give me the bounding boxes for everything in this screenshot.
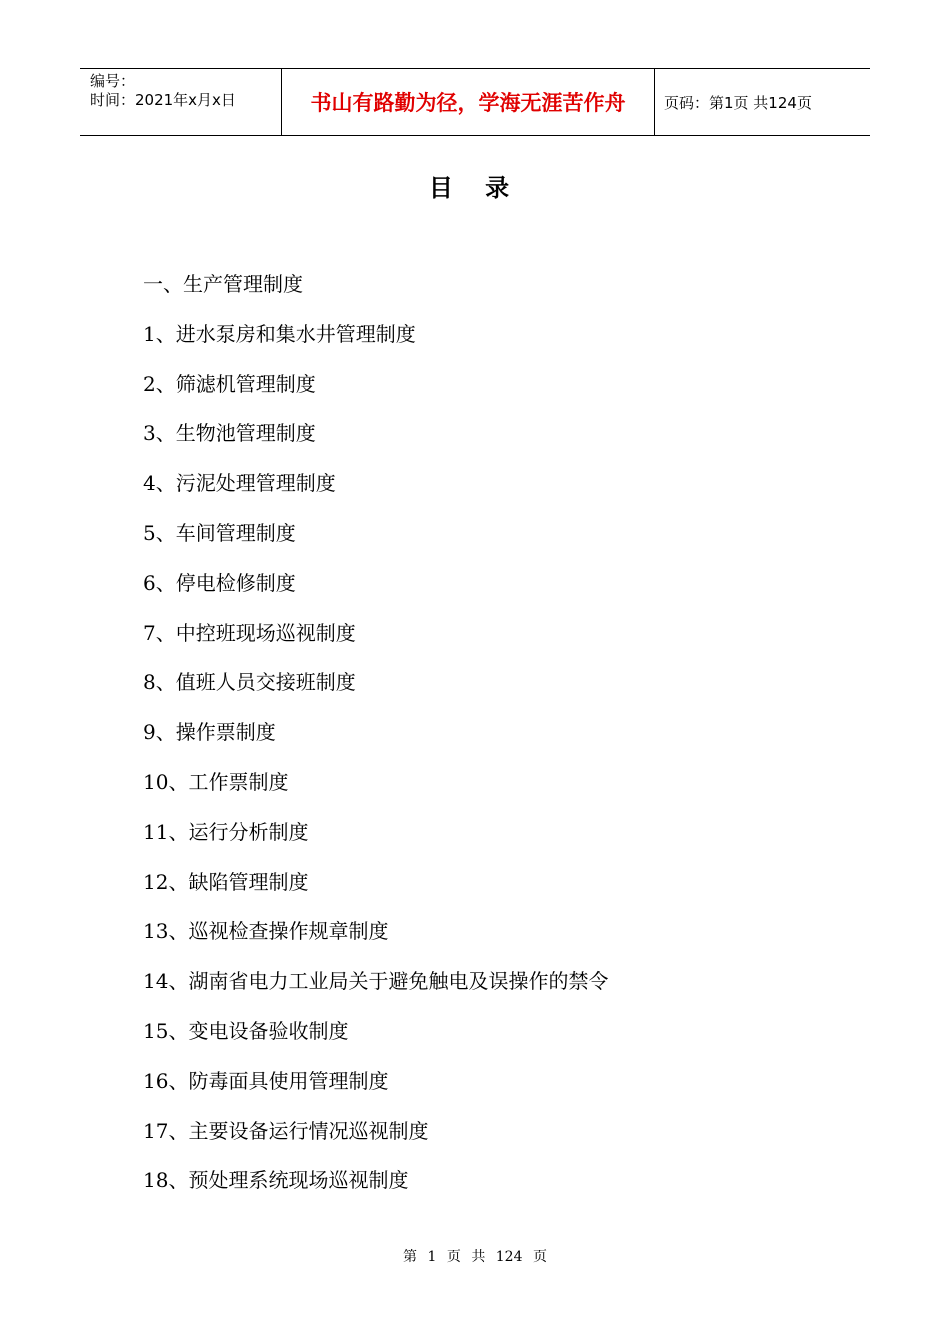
table-of-contents xyxy=(143,266,608,1212)
footer-total-prefix: 共 xyxy=(471,1249,486,1265)
toc-item: 1、进水泵房和集水井管理制度 xyxy=(143,321,416,346)
page-footer xyxy=(0,1246,950,1266)
toc-item: 2、筛滤机管理制度 xyxy=(143,371,316,396)
toc-item: 4、污泥处理管理制度 xyxy=(143,471,336,496)
toc-item: 11、运行分析制度 xyxy=(143,819,309,844)
toc-item: 17、主要设备运行情况巡视制度 xyxy=(143,1118,429,1143)
footer-total-unit: 页 xyxy=(532,1249,547,1265)
toc-item: 6、停电检修制度 xyxy=(143,570,296,595)
toc-item: 3、生物池管理制度 xyxy=(143,421,316,446)
header-page-info: 页码：第1页 共124页 xyxy=(664,93,812,112)
document-date: 时间：2021年x月x日 xyxy=(90,91,236,109)
page-title: 目 录 xyxy=(428,174,522,202)
toc-item: 5、车间管理制度 xyxy=(143,520,296,545)
toc-item: 7、中控班现场巡视制度 xyxy=(143,620,356,645)
toc-item: 10、工作票制度 xyxy=(143,769,289,794)
toc-item: 15、变电设备验收制度 xyxy=(143,1018,349,1043)
footer-page-number: 1 xyxy=(427,1249,437,1265)
page-header xyxy=(80,68,870,136)
toc-item: 8、值班人员交接班制度 xyxy=(143,670,356,695)
toc-item: 一、生产管理制度 xyxy=(143,272,303,296)
header-motto: 书山有路勤为径，学海无涯苦作舟 xyxy=(282,69,655,135)
footer-page-unit: 页 xyxy=(446,1249,461,1265)
toc-item: 16、防毒面具使用管理制度 xyxy=(143,1068,389,1093)
toc-item: 14、湖南省电力工业局关于避免触电及误操作的禁令 xyxy=(143,969,609,994)
document-number-label: 编号： xyxy=(90,72,136,90)
header-meta xyxy=(80,69,282,135)
footer-total-pages: 124 xyxy=(495,1249,523,1265)
footer-page-prefix: 第 xyxy=(403,1249,418,1265)
toc-item: 12、缺陷管理制度 xyxy=(143,869,309,894)
toc-item: 9、操作票制度 xyxy=(143,720,276,745)
toc-item: 18、预处理系统现场巡视制度 xyxy=(143,1168,409,1193)
toc-item: 13、巡视检查操作规章制度 xyxy=(143,919,389,944)
